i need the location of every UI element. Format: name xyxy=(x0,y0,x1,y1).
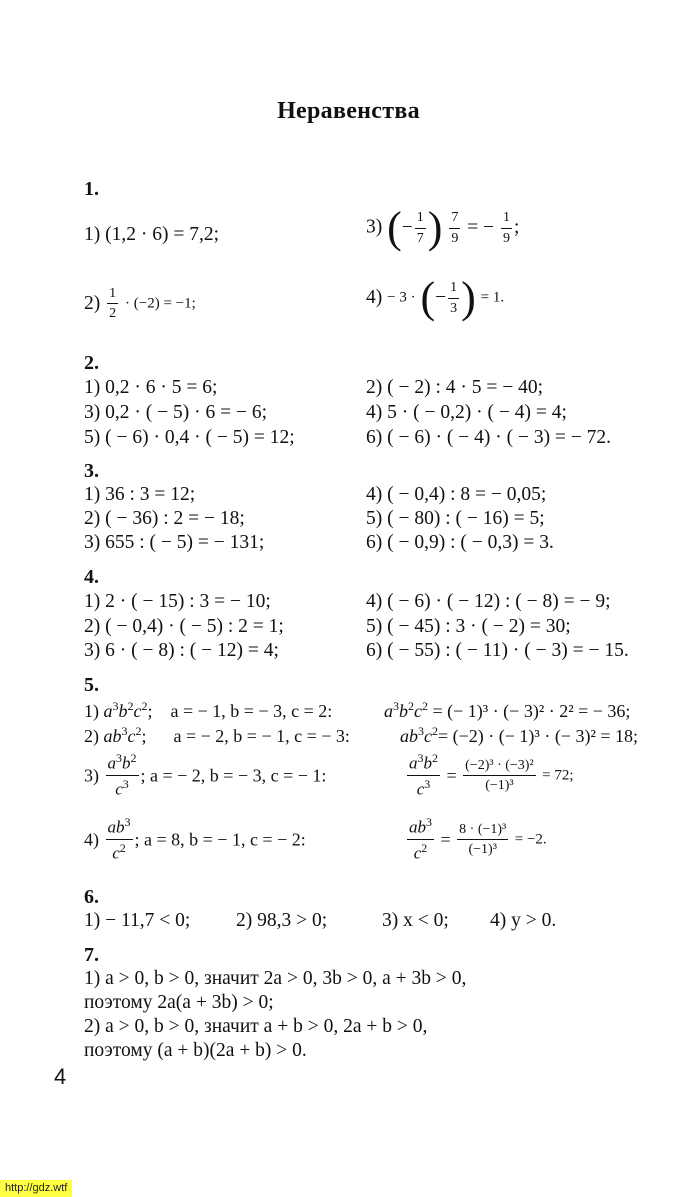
s7-line-1: 1) a > 0, b > 0, значит 2a > 0, 3b > 0, a + 3b > 0, xyxy=(84,968,467,989)
s3-right-1: 4) ( − 0,4) : 8 = − 0,05; xyxy=(366,484,547,505)
s7-line-2: поэтому 2a(a + 3b) > 0; xyxy=(84,992,274,1013)
s2-right-2: 4) 5 · ( − 0,2) · ( − 4) = 4; xyxy=(366,402,567,423)
s6-item-4: 4) y > 0. xyxy=(490,910,557,931)
s2-left-2: 3) 0,2 · ( − 5) · 6 = − 6; xyxy=(84,402,268,423)
s3-left-2: 2) ( − 36) : 2 = − 18; xyxy=(84,508,245,529)
section-4-number: 4. xyxy=(84,566,99,588)
section-7-number: 7. xyxy=(84,944,99,966)
s5-line-2-left: 2) $ab^3c^2$; a = − 2, b = − 1, c = − 3: xyxy=(84,724,350,746)
s4-left-3: 3) 6 · ( − 8) : ( − 12) = 4; xyxy=(84,640,279,661)
section-3-number: 3. xyxy=(84,460,99,482)
s6-item-1: 1) − 11,7 < 0; xyxy=(84,910,191,931)
s5-line-1-right: $a^3b^2c^2$ = (− 1)³ · (− 3)² · 2² = − 36; xyxy=(384,699,631,721)
section-1-number: 1. xyxy=(84,178,99,200)
s5-line-3-left: 3) $\frac{a^3b^2}{c^3}$ ; a = − 2, b = − 3, c = − 1: xyxy=(84,751,327,799)
s5-line-4-right: $\frac{ab^3}{c^2}$ = $\frac{\text{8 · (−1)³}}{\text{(−1)³}}$ = −2. xyxy=(409,815,547,863)
s4-right-3: 6) ( − 55) : ( − 11) · ( − 3) = − 15. xyxy=(366,640,629,661)
s1-item-2: 2) $\frac{1}{2}$ · (−2) = −1; xyxy=(84,286,196,322)
watermark-link[interactable]: http://gdz.wtf xyxy=(0,1180,72,1197)
section-2-number: 2. xyxy=(84,352,99,374)
s4-right-1: 4) ( − 6) · ( − 12) : ( − 8) = − 9; xyxy=(366,591,611,612)
page-title: Неравенства xyxy=(277,98,420,124)
page-number: 4 xyxy=(54,1064,67,1089)
s3-left-3: 3) 655 : ( − 5) = − 131; xyxy=(84,532,265,553)
s5-line-2-right: $ab^3c^2= (-2)$ · (− 1)³ · (− 3)² = 18; xyxy=(400,724,639,746)
s2-right-1: 2) ( − 2) : 4 · 5 = − 40; xyxy=(366,377,544,398)
s1-item-3: 3) (− $\frac{1}{7}$ ) $\frac{7}{9}$ = − $\frac{1}{9}$ ; xyxy=(366,203,520,252)
section-6-number: 6. xyxy=(84,886,99,908)
s2-left-1: 1) 0,2 · 6 · 5 = 6; xyxy=(84,377,218,398)
s5-line-4-left: 4) $\frac{ab^3}{c^2}$ ; a = 8, b = − 1, c = − 2: xyxy=(84,815,306,863)
s6-item-3: 3) x < 0; xyxy=(382,910,449,931)
s5-line-1-left: 1) $a^3b^2c^2$; a = − 1, b = − 3, c = 2: xyxy=(84,699,333,721)
s2-left-3: 5) ( − 6) · 0,4 · ( − 5) = 12; xyxy=(84,427,295,448)
s7-line-3: 2) a > 0, b > 0, значит a + b > 0, 2a + b > 0, xyxy=(84,1016,428,1037)
s4-left-1: 1) 2 · ( − 15) : 3 = − 10; xyxy=(84,591,271,612)
s5-line-3-right: $\frac{a^3b^2}{c^3}$ = $\frac{\text{(−2)³ · (−3)²}}{\text{(−1)³}}$ = 72; xyxy=(409,751,574,799)
s1-item-1: 1) (1,2 · 6) = 7,2; xyxy=(84,224,220,245)
s6-item-2: 2) 98,3 > 0; xyxy=(236,910,328,931)
s4-right-2: 5) ( − 45) : 3 · ( − 2) = 30; xyxy=(366,616,571,637)
s3-right-2: 5) ( − 80) : ( − 16) = 5; xyxy=(366,508,545,529)
s7-line-4: поэтому (a + b)(2a + b) > 0. xyxy=(84,1040,307,1061)
s2-right-3: 6) ( − 6) · ( − 4) · ( − 3) = − 72. xyxy=(366,427,612,448)
s3-right-3: 6) ( − 0,9) : ( − 0,3) = 3. xyxy=(366,532,554,553)
s4-left-2: 2) ( − 0,4) · ( − 5) : 2 = 1; xyxy=(84,616,284,637)
section-5-number: 5. xyxy=(84,674,99,696)
s1-item-4: 4) − 3 · (− $\frac{1}{3}$ ) = 1. xyxy=(366,273,505,322)
s3-left-1: 1) 36 : 3 = 12; xyxy=(84,484,196,505)
